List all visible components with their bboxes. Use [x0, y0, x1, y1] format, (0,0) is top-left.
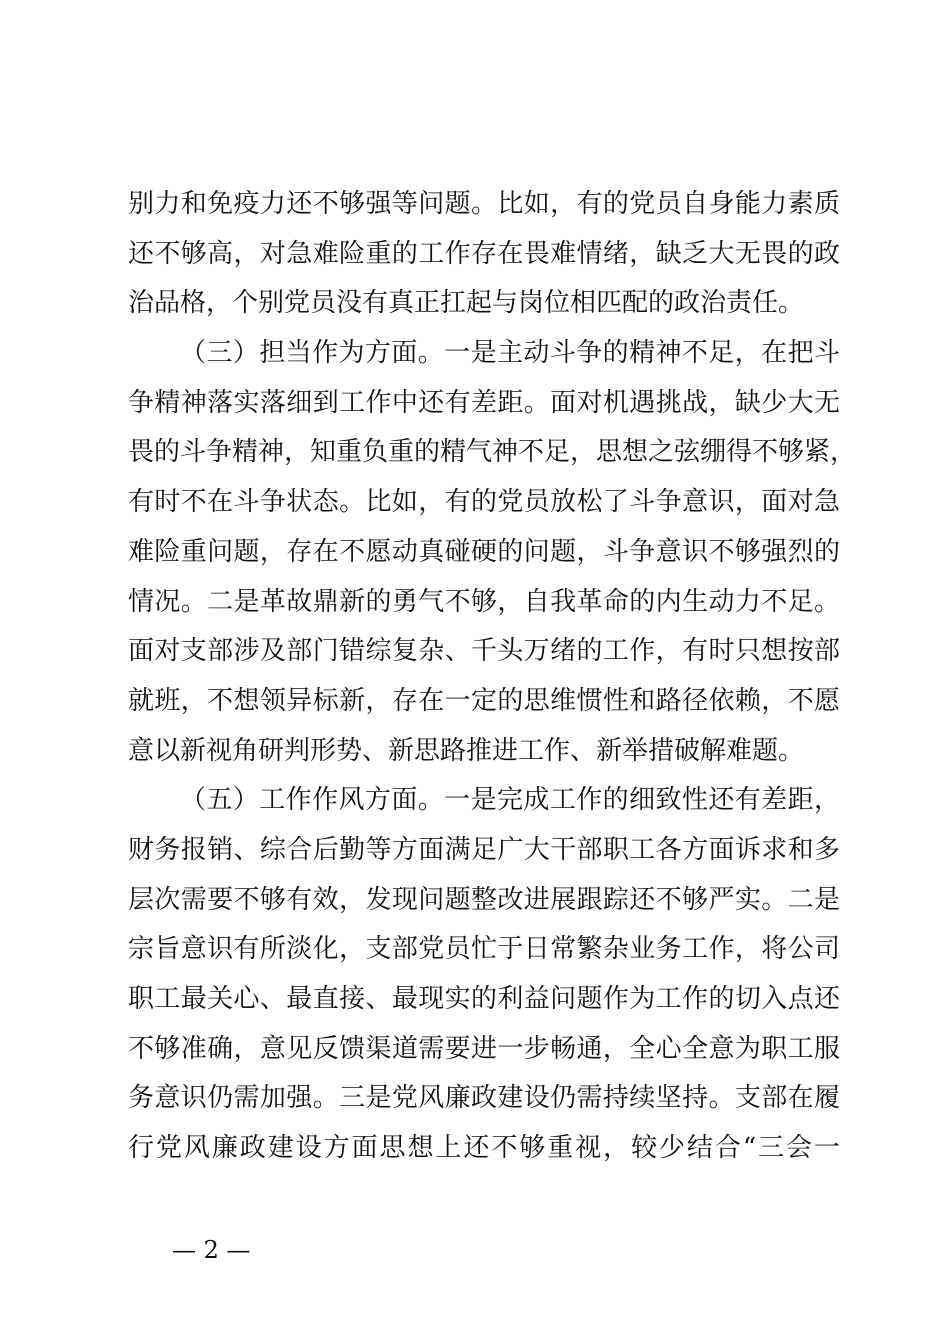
text-line: 意以新视角研判形势、新思路推进工作、新举措破解难题。: [128, 735, 805, 766]
text-line: 层次需要不够有效，发现问题整改进展跟踪还不够严实。二是: [128, 884, 840, 915]
text-line: 职工最关心、最直接、最现实的利益问题作为工作的切入点还: [128, 984, 840, 1014]
text-line: 还不够高，对急难险重的工作存在畏难情绪，缺乏大无畏的政: [128, 238, 840, 269]
text-line: 财务报销、综合后勤等方面满足广大干部职工各方面诉求和多: [128, 834, 840, 865]
text-line: 不够准确，意见反馈渠道需要进一步畅通，全心全意为职工服: [128, 1033, 840, 1064]
page-number: — 2 —: [172, 1236, 251, 1264]
text-line: 行党风廉政建设方面思想上还不够重视，较少结合“三会一: [128, 1133, 840, 1164]
document-body: [128, 180, 857, 1174]
text-line: 情况。二是革故鼎新的勇气不够，自我革命的内生动力不足。: [128, 586, 840, 617]
text-line: 畏的斗争精神，知重负重的精气神不足，思想之弦绷得不够紧，: [128, 437, 857, 468]
text-line: 面对支部涉及部门错综复杂、千头万绪的工作，有时只想按部: [128, 636, 840, 667]
text-line: 难险重问题，存在不愿动真碰硬的问题，斗争意识不够强烈的: [128, 536, 840, 567]
text-line: 治品格，个别党员没有真正扛起与岗位相匹配的政治责任。: [128, 288, 805, 319]
text-line: 宗旨意识有所淡化，支部党员忙于日常繁杂业务工作，将公司: [128, 934, 840, 965]
text-line: 务意识仍需加强。三是党风廉政建设仍需持续坚持。支部在履: [128, 1083, 840, 1114]
text-line: 有时不在斗争状态。比如，有的党员放松了斗争意识，面对急: [128, 487, 840, 518]
text-line: 别力和免疫力还不够强等问题。比如，有的党员自身能力素质: [128, 189, 840, 219]
section-heading-line: （三）担当作为方面。一是主动斗争的精神不足，在把斗: [180, 338, 840, 369]
section-heading-line: （五）工作作风方面。一是完成工作的细致性还有差距，: [180, 785, 840, 816]
text-line: 就班，不想领异标新，存在一定的思维惯性和路径依赖，不愿: [128, 685, 840, 716]
text-line: 争精神落实落细到工作中还有差距。面对机遇挑战，缺少大无: [128, 387, 840, 418]
